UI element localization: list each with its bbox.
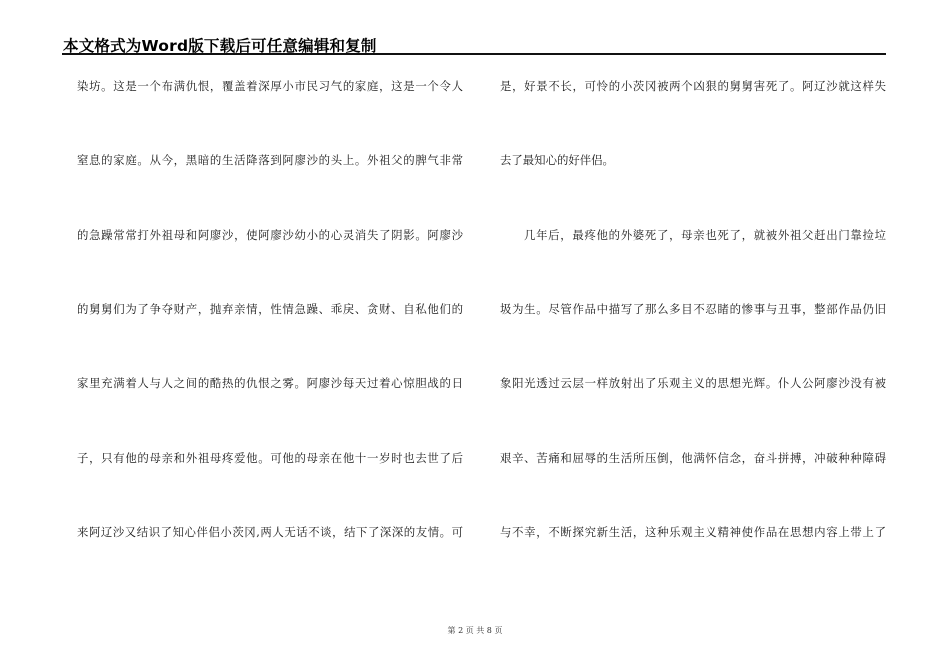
text-line: 窒息的家庭。从今，黑暗的生活降落到阿廖沙的头上。外祖父的脾气非常 xyxy=(77,153,463,167)
text-line: 艰辛、苦痛和屈辱的生活所压倒，他满怀信念，奋斗拼搏，冲破种种障碍 xyxy=(500,451,886,465)
page-number: 第 2 页 共 8 页 xyxy=(447,626,503,635)
text-line: 是，好景不长，可怜的小茨冈被两个凶狠的舅舅害死了。阿辽沙就这样失 xyxy=(500,79,886,93)
text-line: 子，只有他的母亲和外祖母疼爱他。可他的母亲在他十一岁时也去世了后 xyxy=(77,451,463,465)
paragraph-first-line: 几年后，最疼他的外婆死了，母亲也死了，就被外祖父赶出门靠捡垃 xyxy=(524,228,886,242)
text-line: 的舅舅们为了争夺财产，抛弃亲情，性情急躁、乖戾、贪财、自私他们的 xyxy=(77,302,463,316)
text-line: 圾为生。尽管作品中描写了那么多目不忍睹的惨事与丑事，整部作品仍旧 xyxy=(500,302,886,316)
text-line: 与不幸，不断探究新生活，这种乐观主义精神使作品在思想内容上带上了 xyxy=(500,525,886,539)
text-line: 来阿辽沙又结识了知心伴侣小茨冈,两人无话不谈，结下了深深的友情。可 xyxy=(77,525,463,539)
text-line: 象阳光透过云层一样放射出了乐观主义的思想光辉。仆人公阿廖沙没有被 xyxy=(500,376,886,390)
text-line: 染坊。这是一个布满仇恨，覆盖着深厚小市民习气的家庭，这是一个令人 xyxy=(77,79,463,93)
text-line: 的急躁常常打外祖母和阿廖沙，使阿廖沙幼小的心灵消失了阴影。阿廖沙 xyxy=(77,228,463,242)
page-header-title: 本文格式为Word版下载后可任意编辑和复制 xyxy=(63,37,377,55)
text-line: 家里充满着人与人之间的酷热的仇恨之雾。阿廖沙每天过着心惊胆战的日 xyxy=(77,376,463,390)
header-divider xyxy=(62,53,886,55)
text-line: 去了最知心的好伴侣。 xyxy=(500,153,614,167)
